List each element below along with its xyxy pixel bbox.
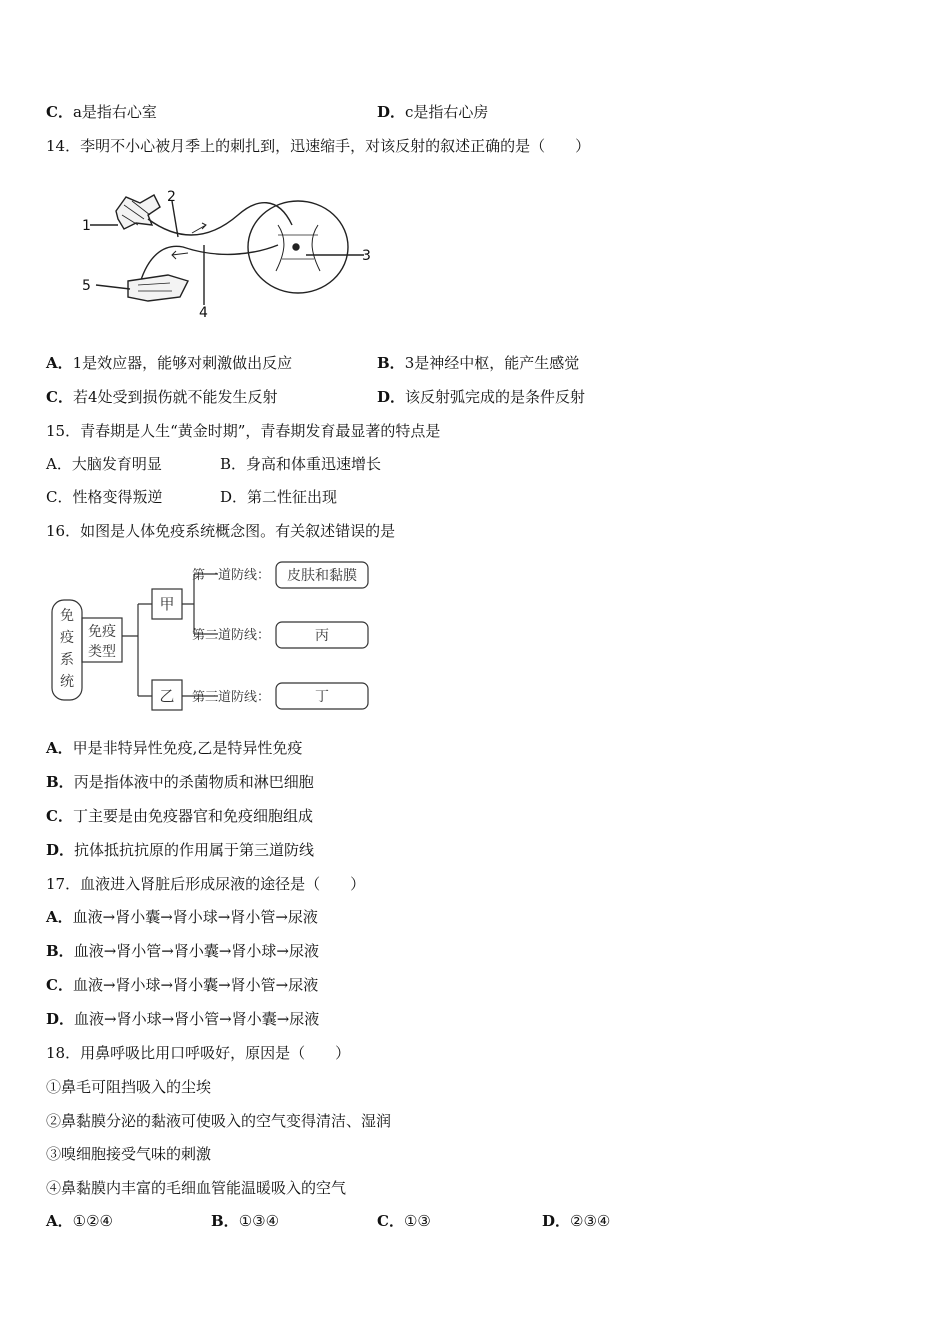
defense-line-3: 第三道防线： xyxy=(192,690,271,705)
option-text: 丙是指体液中的杀菌物质和淋巴细胞 xyxy=(73,773,314,791)
option-text: 血液→肾小球→肾小管→肾小囊→尿液 xyxy=(74,1010,320,1028)
q18-option-b xyxy=(211,1211,279,1231)
box-jia: 甲 xyxy=(159,595,175,613)
figure-label-5: 5 xyxy=(82,278,91,294)
option-text: 血液→肾小囊→肾小球→肾小管→尿液 xyxy=(72,908,318,926)
option-text: 甲是非特异性免疫,乙是特异性免疫 xyxy=(72,739,303,757)
q18-item-1: ①鼻毛可阻挡吸入的尘埃 xyxy=(46,1078,212,1096)
q17-option-b xyxy=(46,941,319,961)
q13-option-c xyxy=(46,102,157,122)
option-text: 丁主要是由免疫器官和免疫细胞组成 xyxy=(72,807,313,825)
figure-label-1: 1 xyxy=(82,218,91,234)
option-label: D． xyxy=(220,488,248,506)
option-label: A． xyxy=(46,1212,73,1230)
system-char-4: 统 xyxy=(60,674,74,690)
option-label: B． xyxy=(46,773,74,791)
immune-type-line2: 类型 xyxy=(88,644,116,660)
q16-option-c xyxy=(46,806,313,826)
q18-item-3: ③嗅细胞接受气味的刺激 xyxy=(46,1145,212,1163)
option-label: A． xyxy=(46,455,72,473)
figure-label-2: 2 xyxy=(167,189,176,205)
option-label: A． xyxy=(46,739,73,757)
option-text: 血液→肾小管→肾小囊→肾小球→尿液 xyxy=(73,942,319,960)
option-text: 抗体抵抗抗原的作用属于第三道防线 xyxy=(74,841,315,859)
option-text: 身高和体重迅速增长 xyxy=(246,455,382,473)
defense-line-1: 第一道防线： xyxy=(192,568,271,583)
option-text: 该反射弧完成的是条件反射 xyxy=(405,388,586,406)
option-text: 1是效应器，能够对刺激做出反应 xyxy=(72,354,293,372)
figure-label-4: 4 xyxy=(199,305,208,320)
option-label: B． xyxy=(46,942,74,960)
q15-option-d xyxy=(220,487,337,507)
q17-option-a xyxy=(46,907,318,927)
option-label: C． xyxy=(46,488,73,506)
option-text: 性格变得叛逆 xyxy=(72,488,163,506)
q18-option-c xyxy=(377,1211,431,1231)
option-text: c是指右心房 xyxy=(405,103,489,121)
q15-option-b xyxy=(220,454,381,474)
reflex-arc-figure xyxy=(78,185,378,320)
q14-option-a xyxy=(46,353,292,373)
option-label: B． xyxy=(377,354,405,372)
option-label: D． xyxy=(377,103,406,121)
option-text: 3是神经中枢，能产生感觉 xyxy=(404,354,580,372)
q16-option-d xyxy=(46,840,314,860)
immune-system-figure xyxy=(48,556,378,721)
option-label: C． xyxy=(46,103,73,121)
q14-option-d xyxy=(377,387,585,407)
q18-item-2: ②鼻黏膜分泌的黏液可使吸入的空气变得清洁、湿润 xyxy=(46,1112,392,1130)
option-text: ②③④ xyxy=(570,1212,611,1230)
option-text: ①②④ xyxy=(72,1212,113,1230)
option-text: 血液→肾小球→肾小囊→肾小管→尿液 xyxy=(72,976,319,994)
q16-option-a xyxy=(46,738,302,758)
system-char-3: 系 xyxy=(60,652,74,668)
option-label: D． xyxy=(46,1010,75,1028)
box-bing: 丙 xyxy=(315,628,329,644)
option-text: 若4处受到损伤就不能发生反射 xyxy=(72,388,278,406)
q15-option-a xyxy=(46,454,162,474)
box-ding: 丁 xyxy=(315,689,329,705)
q18-item-4: ④鼻黏膜内丰富的毛细血管能温暖吸入的空气 xyxy=(46,1179,347,1197)
q18-stem: 18．用鼻呼吸比用口呼吸好，原因是（ ） xyxy=(46,1044,351,1062)
option-label: B． xyxy=(211,1212,239,1230)
option-text: a是指右心室 xyxy=(72,103,157,121)
q14-stem: 14．李明不小心被月季上的刺扎到，迅速缩手，对该反射的叙述正确的是（ ） xyxy=(46,137,591,155)
system-char-2: 疫 xyxy=(60,630,74,646)
box-skin-mucosa: 皮肤和黏膜 xyxy=(287,568,357,584)
option-label: A． xyxy=(46,354,73,372)
option-text: ①③④ xyxy=(238,1212,280,1230)
option-label: D． xyxy=(46,841,75,859)
q15-option-c xyxy=(46,487,163,507)
option-text: 第二性征出现 xyxy=(247,488,338,506)
system-char-1: 免 xyxy=(60,608,74,624)
q15-stem: 15．青春期是人生“黄金时期”，青春期发育最显著的特点是 xyxy=(46,422,441,440)
option-label: D． xyxy=(542,1212,571,1230)
option-label: C． xyxy=(46,388,73,406)
q14-option-c xyxy=(46,387,278,407)
q16-option-b xyxy=(46,772,314,792)
q14-option-b xyxy=(377,353,579,373)
figure-label-3: 3 xyxy=(362,248,371,264)
q17-stem: 17．血液进入肾脏后形成尿液的途径是（ ） xyxy=(46,875,366,893)
option-label: C． xyxy=(46,976,73,994)
option-label: C． xyxy=(377,1212,404,1230)
option-text: ①③ xyxy=(403,1212,431,1230)
option-label: C． xyxy=(46,807,73,825)
q18-option-d xyxy=(542,1211,610,1231)
option-label: D． xyxy=(377,388,406,406)
immune-type-line1: 免疫 xyxy=(88,624,116,640)
q17-option-c xyxy=(46,975,318,995)
option-label: A． xyxy=(46,908,73,926)
q13-option-d xyxy=(377,102,488,122)
box-yi: 乙 xyxy=(159,687,175,705)
option-label: B． xyxy=(220,455,247,473)
q16-stem: 16．如图是人体免疫系统概念图。有关叙述错误的是 xyxy=(46,522,396,540)
q17-option-d xyxy=(46,1009,319,1029)
option-text: 大脑发育明显 xyxy=(71,455,162,473)
q18-option-a xyxy=(46,1211,113,1231)
defense-line-2: 第二道防线： xyxy=(192,628,271,643)
